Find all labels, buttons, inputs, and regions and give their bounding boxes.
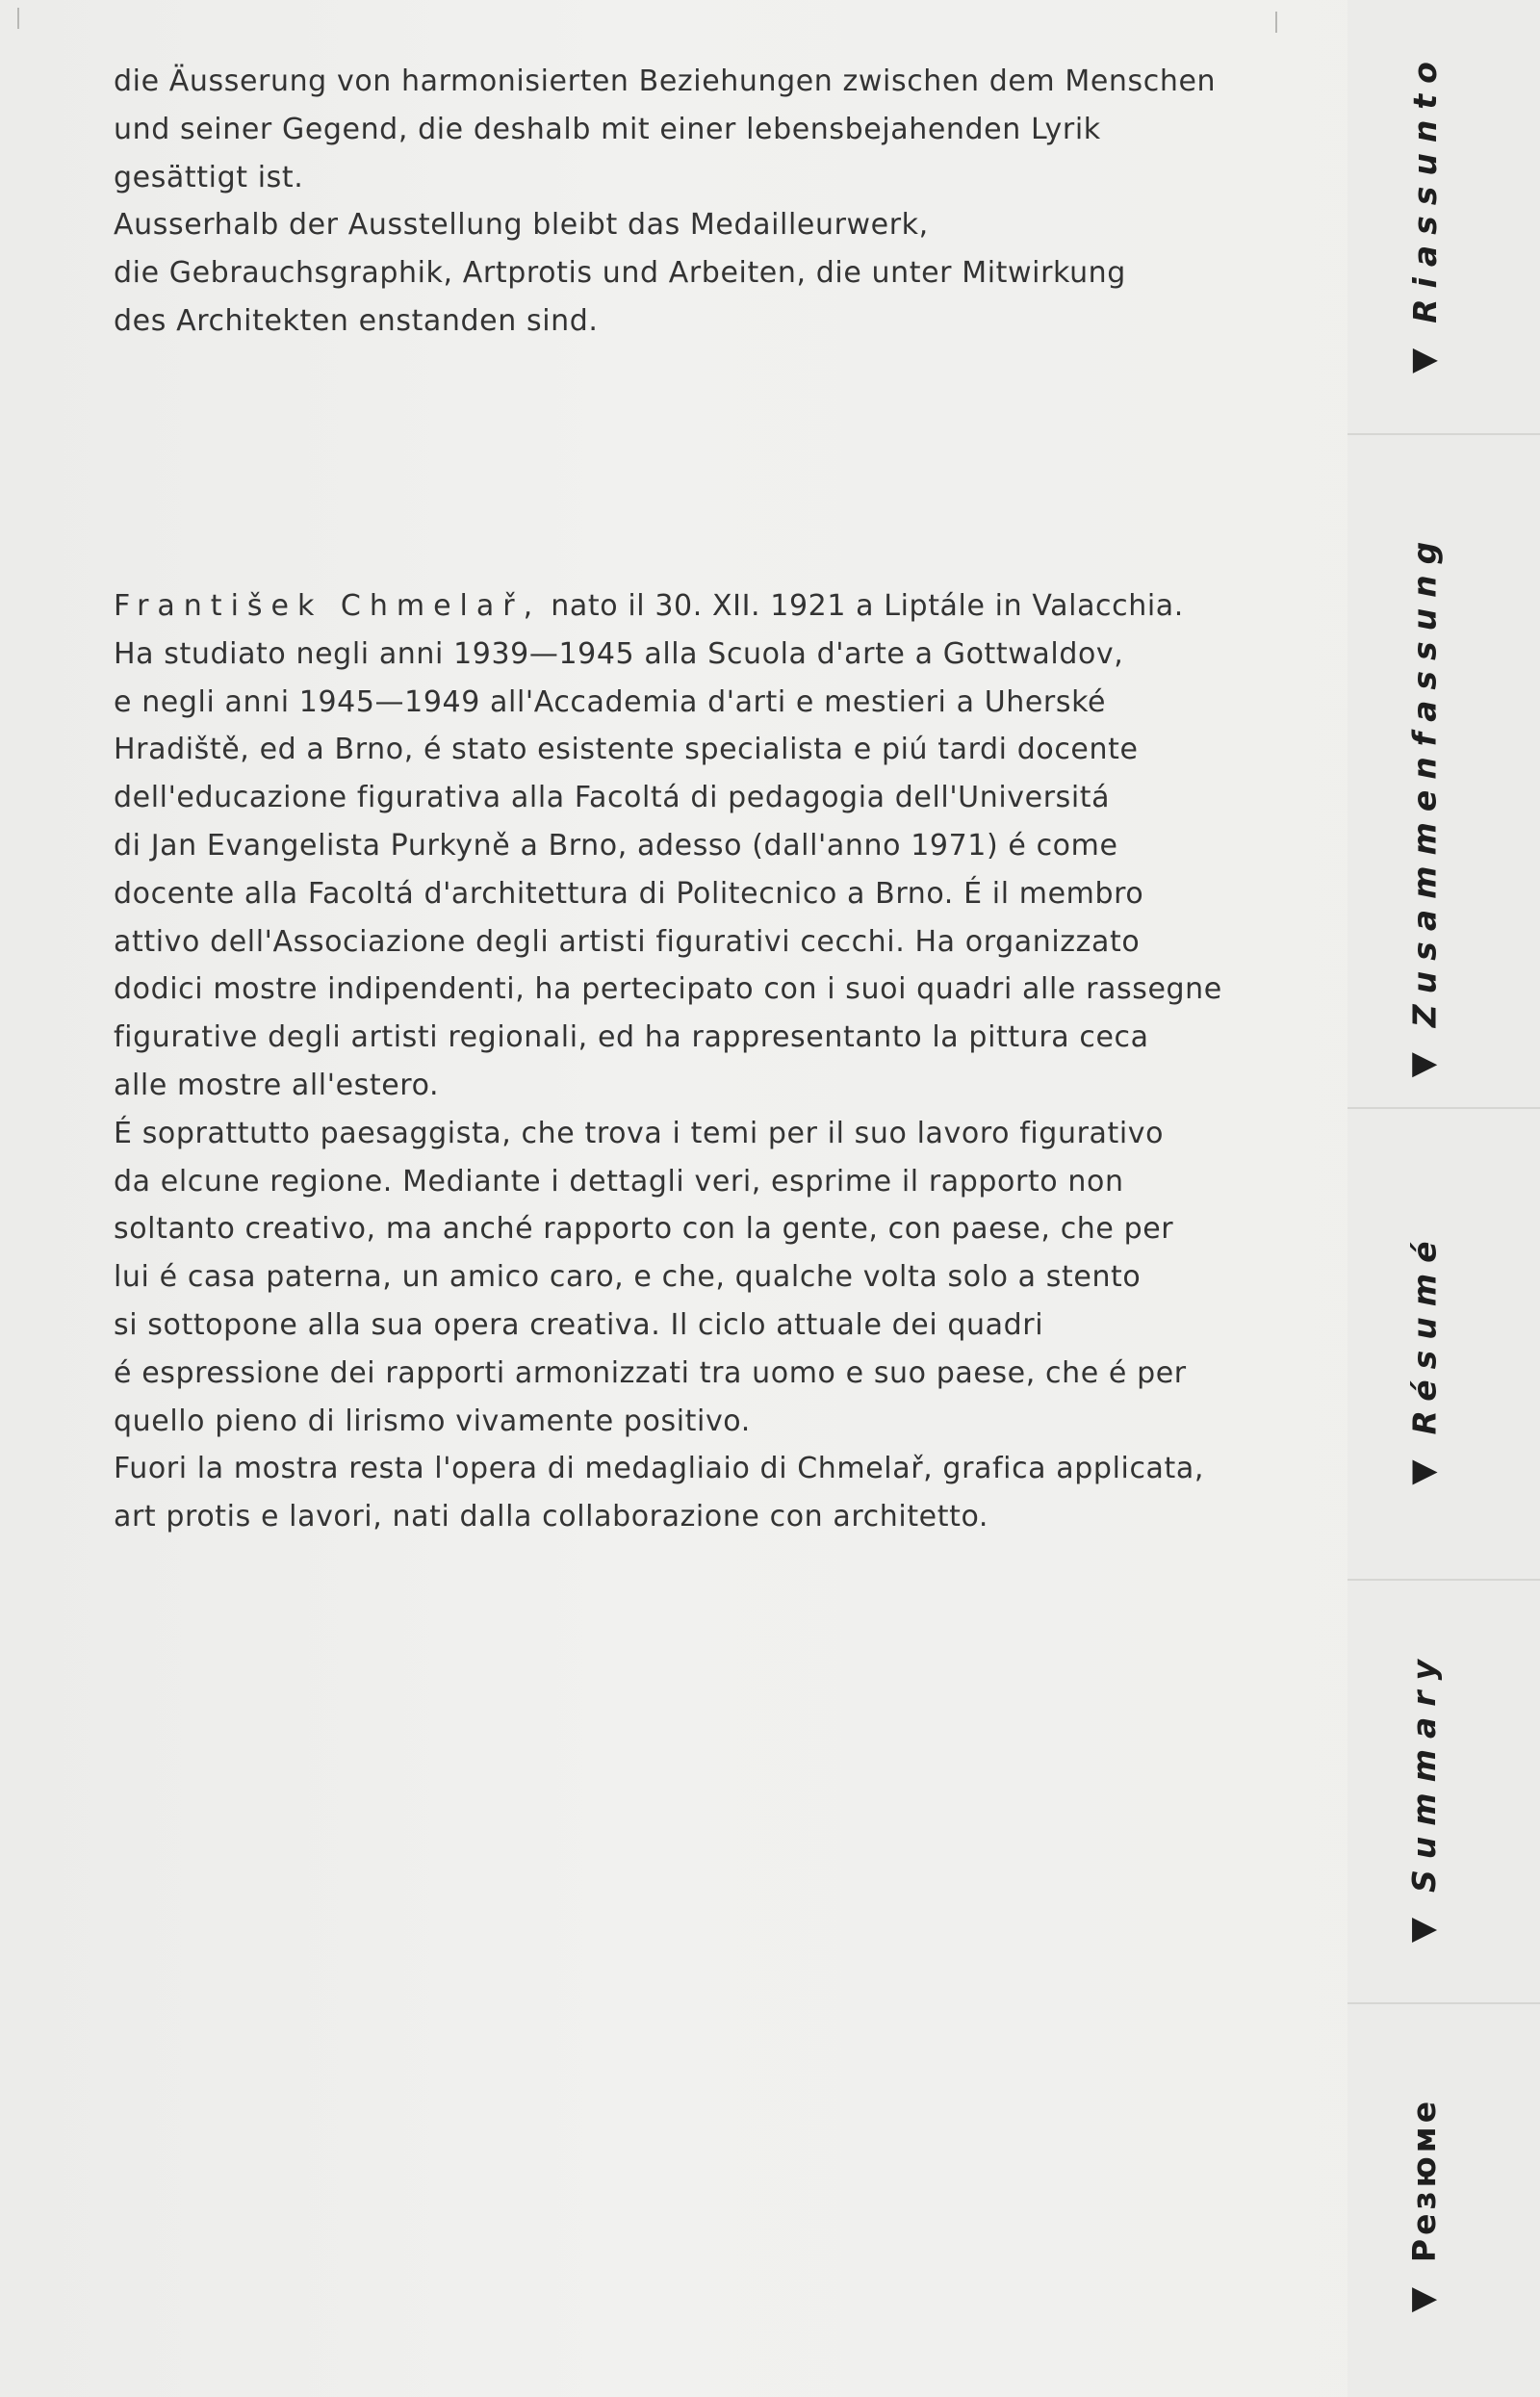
triangle-pointer-icon <box>1412 2287 1437 2312</box>
text-line: und seiner Gegend, die deshalb mit einer lebensbejahenden Lyrik <box>114 112 1101 146</box>
text-line: des Architekten enstanden sind. <box>114 303 599 338</box>
text-line: figurative degli artisti regionali, ed ha rappresentanto la pittura ceca <box>114 1020 1149 1055</box>
text-line-first <box>114 582 1297 631</box>
text-line: Ausserhalb der Ausstellung bleibt das Medailleurwerk, <box>114 208 929 243</box>
crop-mark-top <box>1275 12 1277 33</box>
text-line: da elcune regione. Mediante i dettagli veri, esprime il rapporto non <box>114 1164 1124 1198</box>
text-line: soltanto creativo, ma anché rapporto con la gente, con paese, che per <box>114 1212 1174 1247</box>
artist-name: František Chmelař, <box>114 589 542 623</box>
text-line: lui é casa paterna, un amico caro, e che, qualche volta solo a stento <box>114 1260 1142 1295</box>
text-line: Fuori la mostra resta l'opera di medagliaio di Chmelař, grafica applicata, <box>114 1452 1204 1486</box>
tab-divider <box>1348 1579 1540 1581</box>
text-line: die Gebrauchsgraphik, Artprotis und Arbeiten, die unter Mitwirkung <box>114 256 1126 291</box>
triangle-pointer-icon <box>1412 1052 1437 1077</box>
text-line: alle mostre all'estero. <box>114 1068 440 1102</box>
text-line: gesättigt ist. <box>114 160 304 194</box>
tab-divider <box>1348 433 1540 435</box>
text-line: die Äusserung von harmonisierten Beziehungen zwischen dem Menschen <box>114 64 1217 98</box>
birth-info: nato il 30. XII. 1921 a Liptále in Valacchia. <box>541 589 1184 623</box>
text-line: si sottopone alla sua opera creativa. Il ciclo attuale dei quadri <box>114 1307 1044 1342</box>
text-line: di Jan Evangelista Purkyně a Brno, adesso (dall'anno 1971) é come <box>114 828 1118 863</box>
tab-label-text: Résumé <box>1405 1229 1444 1435</box>
tab-divider <box>1348 2002 1540 2004</box>
text-line: é espressione dei rapporti armonizzati tra uomo e suo paese, che é per <box>114 1355 1187 1390</box>
triangle-pointer-icon <box>1412 348 1437 373</box>
tab-rezyume[interactable] <box>1367 2070 1482 2339</box>
tab-divider <box>1348 1107 1540 1109</box>
tab-summary[interactable] <box>1367 1637 1482 1954</box>
text-line: e negli anni 1945—1949 all'Accademia d'arti e mestieri a Uherské <box>114 684 1107 719</box>
tab-zusammenfassung[interactable] <box>1367 520 1482 1088</box>
tab-label-text: Summary <box>1405 1648 1444 1893</box>
tab-riassunto[interactable] <box>1367 48 1482 375</box>
triangle-pointer-icon <box>1412 1918 1437 1943</box>
tab-resume[interactable] <box>1367 1208 1482 1507</box>
text-line: Ha studiato negli anni 1939—1945 alla Scuola d'arte a Gottwaldov, <box>114 636 1124 671</box>
text-line: dodici mostre indipendenti, ha pertecipato con i suoi quadri alle rassegne <box>114 972 1222 1007</box>
text-line: attivo dell'Associazione degli artisti figurativi cecchi. Ha organizzato <box>114 924 1141 959</box>
tab-label-text: Резюме <box>1405 2097 1444 2262</box>
tab-label-text: Zusammenfassung <box>1405 530 1444 1027</box>
text-line: docente alla Facoltá d'architettura di Politecnico a Brno. É il membro <box>114 876 1144 911</box>
text-line: quello pieno di lirismo vivamente positivo. <box>114 1404 751 1438</box>
italian-summary-paragraph <box>114 582 1297 1541</box>
text-line: Hradiště, ed a Brno, é stato esistente specialista e piú tardi docente <box>114 733 1139 767</box>
tab-label-text: Riassunto <box>1405 50 1444 323</box>
german-summary-paragraph <box>114 58 1297 346</box>
crop-mark-left <box>17 8 19 29</box>
text-line: É soprattutto paesaggista, che trova i temi per il suo lavoro figurativo <box>114 1116 1165 1150</box>
text-line: dell'educazione figurativa alla Facoltá di pedagogia dell'Universitá <box>114 781 1111 815</box>
text-line: art protis e lavori, nati dalla collaborazione con architetto. <box>114 1500 989 1534</box>
triangle-pointer-icon <box>1412 1459 1437 1484</box>
